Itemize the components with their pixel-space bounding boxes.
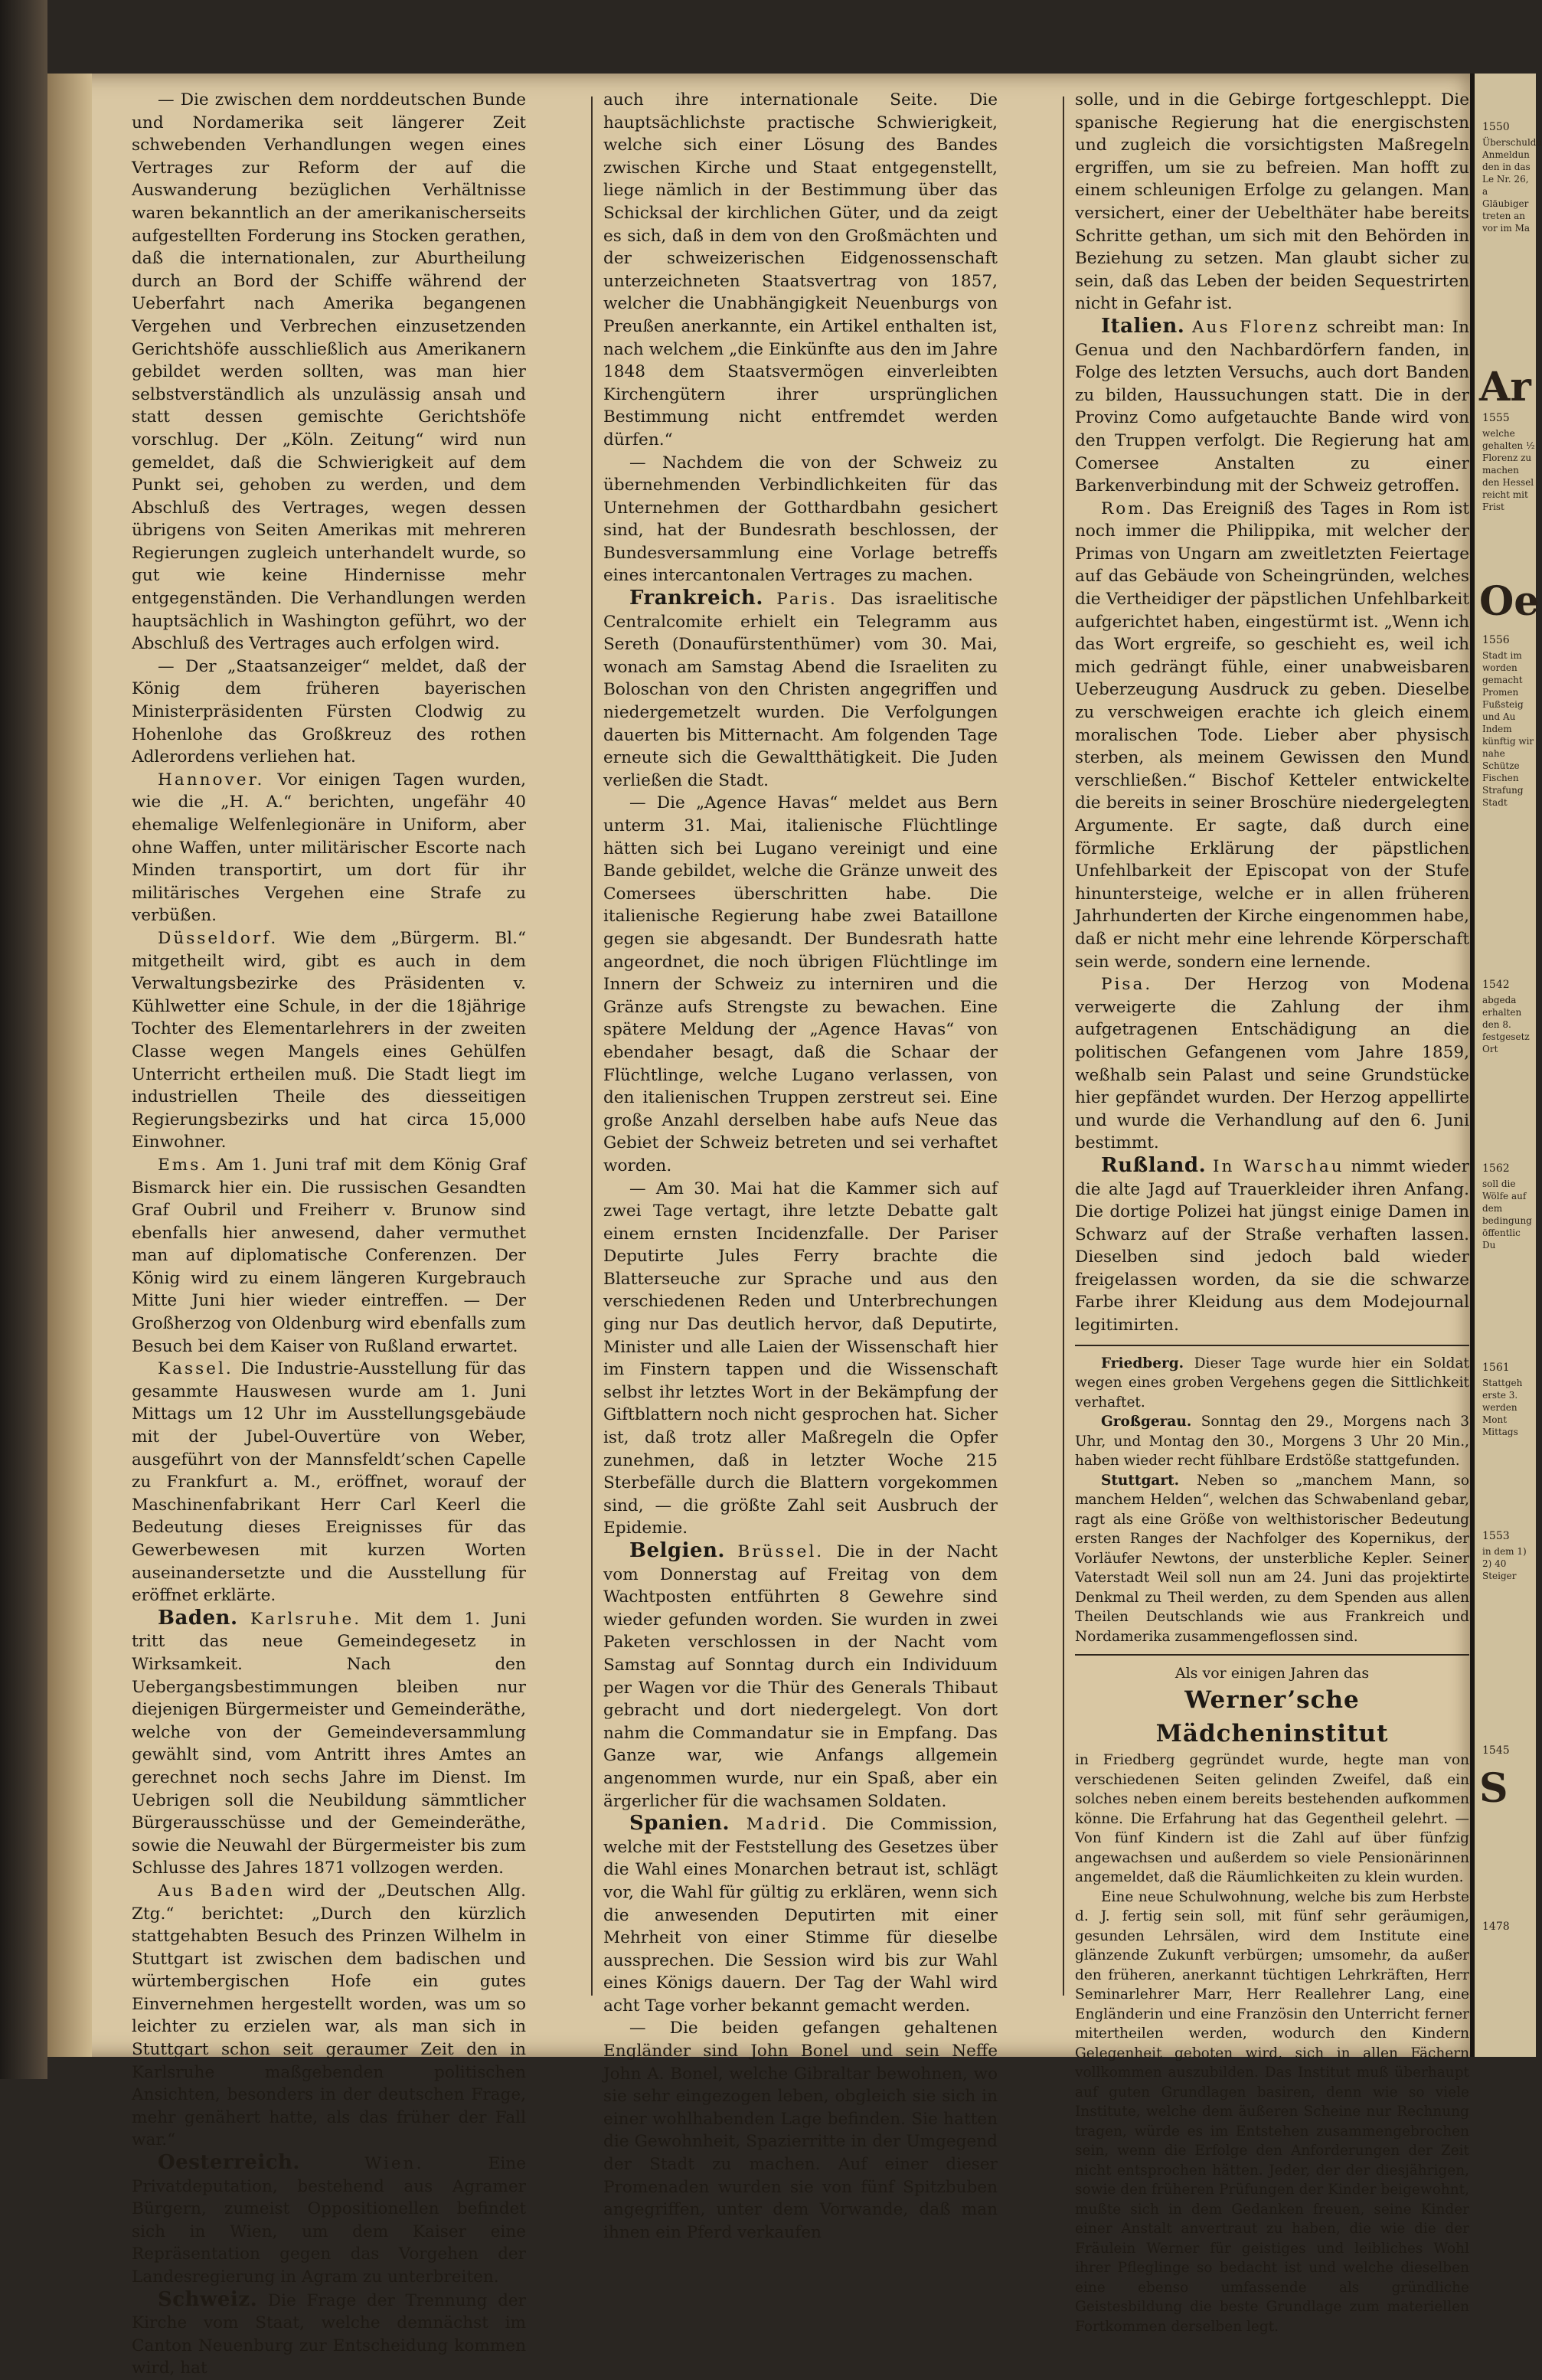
notice-number: 1556 bbox=[1482, 634, 1510, 646]
column-3 bbox=[1075, 89, 1469, 2336]
article-paragraph bbox=[603, 587, 998, 792]
article-text: Neben so „manchem Mann, so manchem Helden“, welchen das Schwabenland gebar, ragt als eine Größe von welthistorischer Bedeutung ersten Ranges der Nachfolger des Kopernikus, der Vorläufer Newtons, der unsterbliche Kepler. Seiner Vaterstadt Weil soll nun am 24. Juni das projektirte Denkmal zu Theil werden, zu dem Spenden aus allen Theilen Deutschlands wie aus Frankreich und Nordamerika zusammengeflossen sind. bbox=[1075, 1472, 1469, 1645]
notice-number: 1555 bbox=[1482, 412, 1510, 424]
article-text: Eine Privatdeputation, bestehend aus Agramer Bürgern, zumeist Oppositionellen befindet sich in Wien, um dem Kaiser eine Repräsentation gegen das Vorgehen der Landesregierung in Agram zu unterbreiten. bbox=[132, 2154, 526, 2287]
notice-number: 1542 bbox=[1482, 979, 1510, 991]
notice-fragment: abgeda erhalten den 8. festgesetz Ort bbox=[1482, 995, 1530, 1054]
dateline: Rom. bbox=[1101, 499, 1154, 518]
column-1 bbox=[132, 89, 526, 2380]
section-heading-baden: Baden. bbox=[158, 1606, 238, 1630]
notice-fragment: welche gehalten ½ Florenz zu machen den Hessel reicht mit Frist bbox=[1482, 428, 1535, 512]
dateline: Kassel. bbox=[158, 1359, 234, 1379]
article-paragraph bbox=[1075, 1155, 1469, 1337]
dateline: Aus Baden bbox=[158, 1881, 275, 1901]
article-paragraph: — Die „Agence Havas“ meldet aus Bern unterm 31. Mai, italienische Flüchtlinge hätten sich bei Lugano vereinigt und eine Bande gebildet, welche die Gränze unweit des Comersees überschritten habe. Die italienische Regierung habe zwei Bataillone gegen sie abgesandt. Der Bundesrath hatte angeordnet, die noch übrigen Flüchtlinge im Innern der Schweiz zu interniren und die Gränze aufs Strengste zu bewachen. Eine spätere Meldung der „Agence Havas“ von ebendaher besagt, daß die Schaar der Flüchtlinge, welche Lugano verlassen, von den italienischen Truppen zerstreut sei. Eine große Anzahl derselben habe aufs Neue das Gebiet der Schweiz betreten und sei verhaftet worden. bbox=[603, 793, 998, 1175]
section-divider bbox=[1075, 1654, 1469, 1656]
notice-fragment: Stattgeh erste 3. werden Mont Mittags bbox=[1482, 1378, 1523, 1437]
article-text: Am 1. Juni traf mit dem König Graf Bismarck hier ein. Die russischen Gesandten Graf Oubril und Freiherr v. Brunow sind ebenfalls hier anwesend, daher vermuthet man auf diplomatische Conferenzen. Der König wird zu einem längeren Kurgebrauch Mitte Juni hier wieder eintreffen. — Der Großherzog von Oldenburg wird ebenfalls zum Besuch bei dem Kaiser von Rußland erwartet. bbox=[132, 1155, 526, 1356]
article-paragraph: — Die zwischen dem norddeutschen Bunde und Nordamerika seit längerer Zeit schwebenden Verhandlungen wegen eines Vertrages zur Reform der auf die Auswanderung bezüglichen Verhältnisse waren bekanntlich an der amerikanischerseits aufgestellten Forderung ins Stocken gerathen, daß die internationalen, zur Aburtheilung durch an Bord der Schiffe während der Ueberfahrt nach Amerika begangenen Vergehen und Verbrechen einzusetzenden Gerichtshöfe ausschließlich aus Amerikanern gebildet werden sollten, was man hier selbstverständlich als unzulässig ansah und statt dessen gemischte Gerichtshöfe vorschlug. Der „Köln. Zeitung“ wird nun gemeldet, daß die Schwierigkeit auf dem Punkt sei, gehoben zu werden, und dem Abschluß des Vertrages, wegen dessen übrigens von Seiten Amerikas mit mehreren Regierungen zugleich unterhandelt wurde, so gut wie keine Hindernisse mehr entgegenständen. Die Verhandlungen werden hauptsächlich in Washington geführt, wo der Abschluß des Vertrages auch erfolgen wird. bbox=[132, 90, 526, 654]
heading-fragment: S bbox=[1479, 1765, 1508, 1812]
article-text: Vor einigen Tagen wurden, wie die „H. A.“ berichten, ungefähr 40 ehemalige Welfenlegionäre in Uniform, aber ohne Waffen, unter militärischer Escorte nach Minden transportirt, um dort für ihr militärisches Vergehen eine Strafe zu verbüßen. bbox=[132, 770, 526, 926]
article-paragraph: — Nachdem die von der Schweiz zu übernehmenden Verbindlichkeiten für das Unternehmen der Gotthardbahn gesichert sind, hat der Bundesrath beschlossen, der Bundesversammlung eine Vorlage betreffs eines intercantonalen Vertrages zu machen. bbox=[603, 453, 998, 586]
article-text: nimmt wieder die alte Jagd auf Trauerkleider ihren Anfang. Die dortige Polizei hat jüngst einige Damen in Schwarz auf der Straße verhaften lassen. Dieselben sind jedoch bald wieder freigelassen worden, da sie die schwarze Farbe ihrer Kleidung aus dem Modejournal legitimirten. bbox=[1075, 1156, 1469, 1335]
article-text: Die Frage der Trennung der Kirche vom Staat, welche demnächst im Canton Neuenburg zur Entscheidung kommen wird, hat bbox=[132, 2290, 526, 2378]
article-text: schreibt man: In Genua und den Nachbardörfern fanden, in Folge des letzten Versuchs, auch dort Banden zu bilden, Haussuchungen statt. Die in der Provinz Como aufgetauchte Bande wird von den Truppen verfolgt. Die Regierung hat am Comersee Anstalten zu einer Barkenverbindung mit der Schweiz getroffen. bbox=[1075, 317, 1469, 496]
adjacent-page-edge bbox=[1470, 74, 1542, 2057]
section-heading-belgien: Belgien. bbox=[629, 1539, 725, 1562]
dateline: Aus Florenz bbox=[1191, 317, 1320, 337]
section-heading-frankreich: Frankreich. bbox=[629, 587, 763, 610]
article-text: Sonntag den 29., Morgens nach 3 Uhr, und Montag den 30., Morgens 3 Uhr 20 Min., haben wieder recht fühlbare Erdstöße stattgefunden. bbox=[1075, 1414, 1469, 1470]
dateline: Friedberg. bbox=[1101, 1355, 1184, 1371]
article-text: Die Industrie-Ausstellung für das gesammte Hauswesen wurde am 1. Juni Mittags um 12 Uhr im Ausstellungsgebäude mit der Jubel-Ouvertüre von Weber, ausgeführt von der Mannsfeldt’schen Capelle zu Frankfurt a. M., eröffnet, worauf der Maschinenfabrikant Herr Carl Keerl die Bedeutung dieses Ereignisses für das Gewerbewesen mit kurzen Worten auseinandersetzte und die Ausstellung für eröffnet erklärte. bbox=[132, 1359, 526, 1606]
notice-fragment: Überschuldu Anmeldun den in das Le Nr. 26, a Gläubiger treten an vor im Ma bbox=[1482, 137, 1542, 234]
notice-fragment: Stadt im worden gemacht Promen Fußsteig und Au Indem künftig wir nahe Schütze Fischen Strafung Stadt bbox=[1482, 650, 1534, 808]
notice-number: 1562 bbox=[1482, 1162, 1510, 1175]
article-paragraph: — Die beiden gefangen gehaltenen Engländer sind John Bonel und sein Neffe John A. Bonel, welche Gibraltar bewohnen, wo sie sehr eingezogen leben, obgleich sie sich in einer wohlhabenden Lage befinden. Sie hatten die Gewohnheit, Spazierritte in der Umgegend der Stadt zu machen. Auf einer dieser Promenaden wurden sie von fünf Spitzbuben angegriffen, unter dem Vorwande, daß man ihnen ein Pferd verkaufen bbox=[603, 2019, 998, 2242]
page-gutter bbox=[47, 74, 92, 2057]
heading-fragment: Oe bbox=[1479, 578, 1540, 625]
article-paragraph bbox=[1075, 498, 1469, 973]
local-news-item bbox=[1075, 1471, 1469, 1647]
article-text: Das israelitische Centralcomite erhielt ein Telegramm aus Sereth (Donaufürstenthümer) vom 30. Mai, wonach am Samstag Abend die Israeliten zu Boloschan von den Christen angegriffen und niedergemetzelt wurden. Die Verfolgungen dauerten bis Mitternacht. Am folgenden Tage erneute sich die Gewaltthätigkeit. Die Juden verließen die Stadt. bbox=[603, 590, 998, 790]
notice-fragment: soll die Wölfe auf dem bedingung öffentlic Du bbox=[1482, 1179, 1532, 1250]
notice-number: 1550 bbox=[1482, 121, 1510, 133]
article-text: Dieser Tage wurde hier ein Soldat wegen eines groben Vergehens gegen die Sittlichkeit verhaftet. bbox=[1075, 1355, 1469, 1411]
article-text: Mit dem 1. Juni tritt das neue Gemeindegesetz in Wirksamkeit. Nach den Uebergangsbestimmungen bleiben nur diejenigen Bürgermeister und Gemeinderäthe, welche von der Gemeindeversammlung gewählt sind, vom Antritt ihres Amtes an gerechnet noch sechs Jahre im Dienst. Im Uebrigen soll die Neubildung sämmtlicher Bürgerausschüsse und der Gemeinderäthe, sowie die Neuwahl der Bürgermeister bis zum Schlusse des Jahres 1871 vollzogen werden. bbox=[132, 1609, 526, 1878]
article-paragraph bbox=[1075, 315, 1469, 498]
book-spine-edge bbox=[0, 0, 47, 2079]
section-heading-schweiz: Schweiz. bbox=[158, 2287, 258, 2311]
article-paragraph bbox=[132, 2289, 526, 2380]
dateline: Wien. bbox=[364, 2154, 424, 2174]
column-2 bbox=[603, 89, 998, 2244]
advert-paragraph: in Friedberg gegründet wurde, hegte man von verschiedenen Seiten gelinden Zweifel, daß ein solches neben einem bereits bestehenden aufkommen könne. Die Erfahrung hat das Gegentheil gelehrt. — Von fünf Kindern ist die Zahl auf über fünfzig angewachsen und außerdem so viele Pensionärinnen angemeldet, daß die Räumlichkeiten zu klein wurden. bbox=[1075, 1752, 1469, 1886]
article-paragraph bbox=[132, 927, 526, 1154]
article-text: Die in der Nacht vom Donnerstag auf Freitag von dem Wachtposten entführten 8 Gewehre sind wieder gefunden worden. Sie wurden in zwei Paketen verschlossen in der Nacht vom Samstag auf Sonntag durch ein Individuum per Wagen vor die Thür des Generals Thibaut gebracht und dort niedergelegt. Von dort nahm die Commandatur sie in Empfang. Das Ganze war, wie Anfangs allgemein angenommen wurde, nur ein Spaß, aber ein ärgerlicher für die wachsamen Soldaten. bbox=[603, 1542, 998, 1811]
dateline: Düsseldorf. bbox=[158, 928, 279, 948]
local-news-item bbox=[1075, 1412, 1469, 1471]
notice-fragment: in dem 1) 2) 40 Steiger bbox=[1482, 1546, 1527, 1581]
section-heading-russland: Rußland. bbox=[1101, 1153, 1207, 1177]
advert-paragraph: Eine neue Schulwohnung, welche bis zum Herbste d. J. fertig sein soll, mit fünf sehr geräumigen, gesunden Lehrsälen, wird dem Institute eine glänzende Zukunft verbürgen; umsomehr, da außer den früheren, anerkannt tüchtigen Lehrkräften, Herr Seminarlehrer Marr, Herr Reallehrer Lang, eine Engländerin und eine Französin den Unterricht ferner mitertheilen werden, wodurch den Kindern Gelegenheit geboten wird, sich in allen Fächern vollkommen auszubilden. Das Institut muß überhaupt auf guten Grundlagen basiren, denn wie so viele Institute, welche dem äußeren Scheine nur Rechnung tragen, würde es im Entstehen zusammengebrochen sein, wenn die Erfolge den Anforderungen der Zeit nicht entsprochen hätten. Jeder, der der diesjährigen, sowie den früheren Prüfungen der Kinder beigewohnt, mußte sich in dem Gedanken freuen, seine Kinder einer Anstalt anvertraut zu haben, die wie die der Fräulein Werner für geistiges und leibliches Wohl ihrer Pfleglinge so bedacht ist und welche dieselben eine ebenso umfassende als gründliche Geistesbildung die beste Grundlage zum materiellen Fortkommen derselben legt. bbox=[1075, 1888, 1469, 2335]
section-heading-oesterreich: Oesterreich. bbox=[158, 2151, 300, 2175]
article-text: wird der „Deutschen Allg. Ztg.“ berichtet: „Durch den kürzlich stattgehabten Besuch des Prinzen Wilhelm in Stuttgart ist zwischen dem badischen und würtembergischen Hofe ein gutes Einvernehmen hergestellt worden, was um so leichter zu erzielen war, als man sich in Stuttgart schon seit geraumer Zeit den in Karlsruhe maßgebenden politischen Ansichten, besonders in der deutschen Frage, mehr genähert hatte, als das früher der Fall war.“ bbox=[132, 1881, 526, 2150]
article-text: Die Commission, welche mit der Feststellung des Gesetzes über die Wahl eines Monarchen betraut ist, schlägt vor, die Wahl für gültig zu erklären, wenn sich die anwesenden Deputirten mit einer Mehrheit von einer Stimme für dieselbe aussprechen. Die Session wird bis zur Wahl eines Königs dauern. Der Tag der Wahl wird acht Tage vorher bekannt gemacht werden. bbox=[603, 1815, 998, 2015]
section-heading-italien: Italien. bbox=[1101, 314, 1185, 338]
article-text: Wie dem „Bürgerm. Bl.“ mitgetheilt wird, gibt es auch in dem Verwaltungsbezirke des Präsidenten v. Kühlwetter eine Schule, in der die 18jährige Tochter des Elementarlehrers in der zweiten Classe wegen Mangels eines Gehülfen Unterricht ertheilen muß. Die Stadt liegt im industriellen Theile des diesseitigen Regierungsbezirks und hat circa 15,000 Einwohner. bbox=[132, 928, 526, 1152]
article-paragraph bbox=[1075, 973, 1469, 1155]
dateline: Hannover. bbox=[158, 770, 265, 790]
article-paragraph bbox=[132, 1880, 526, 2152]
dateline: Pisa. bbox=[1101, 975, 1153, 995]
article-paragraph bbox=[132, 1607, 526, 1880]
column-rule bbox=[591, 96, 593, 1996]
article-paragraph bbox=[132, 1154, 526, 1358]
dateline: Großgerau. bbox=[1101, 1414, 1192, 1430]
article-paragraph: auch ihre internationale Seite. Die hauptsächlichste practische Schwierigkeit, welche sich einer Lösung des Bandes zwischen Kirche und Staat entgegenstellt, liege nämlich in der Bestimmung über das Schicksal der kirchlichen Güter, und da zeigt es sich, daß in dem von den Großmächten und der schweizerischen Eidgenossenschaft unterzeichneten Staatsvertrag von 1857, welcher die Unabhängigkeit Neuenburgs von Preußen anerkannte, ein Artikel enthalten ist, nach welchem „die Einkünfte aus den im Jahre 1848 dem Staatsvermögen einverleibten Kirchengütern ihrer ursprünglichen Bestimmung nicht entfremdet werden dürfen.“ bbox=[603, 90, 998, 450]
article-text: Der Herzog von Modena verweigerte die Zahlung der ihm aufgetragenen Entschädigung an die politischen Gefangenen vom Jahre 1859, weßhalb sein Palast und seine Grundstücke hier gepfändet wurden. Der Herzog appellirte und wurde die Verhandlung auf den 6. Juni bestimmt. bbox=[1075, 975, 1469, 1153]
dateline: Ems. bbox=[158, 1155, 209, 1175]
dateline: Madrid. bbox=[746, 1815, 829, 1835]
article-paragraph bbox=[603, 1540, 998, 1813]
dateline: Paris. bbox=[776, 590, 838, 610]
article-paragraph bbox=[132, 2152, 526, 2289]
notice-number: 1545 bbox=[1482, 1744, 1510, 1757]
notice-number: 1478 bbox=[1482, 1921, 1510, 1933]
column-rule bbox=[1063, 96, 1064, 1996]
advert-intro: Als vor einigen Jahren das bbox=[1174, 1665, 1370, 1682]
section-heading-spanien: Spanien. bbox=[629, 1812, 730, 1836]
article-paragraph: — Am 30. Mai hat die Kammer sich auf zwei Tage vertagt, ihre letzte Debatte galt einem ernsten Incidenzfalle. Der Pariser Deputirte Jules Ferry brachte die Blatterseuche zur Sprache und aus den verschiedenen Reden und Unterbrechungen ging nur Das deutlich hervor, daß Deputirte, Minister und alle Laien der Wissenschaft hier im Finstern tappen und die Wissenschaft selbst ihr letztes Wort in der Bekämpfung der Giftblattern noch nicht gesprochen hat. Sicher ist, daß trotz aller Maßregeln die Opfer zunehmen, daß in letzter Woche 215 Sterbefälle durch die Blattern vorgekommen sind, — die größte Zahl seit Ausbruch der Epidemie. bbox=[603, 1179, 998, 1538]
advert-title: Werner’sche Mädcheninstitut bbox=[1155, 1686, 1389, 1748]
dateline: Stuttgart. bbox=[1101, 1472, 1180, 1489]
dateline: Karlsruhe. bbox=[250, 1609, 362, 1629]
heading-fragment: Ar bbox=[1479, 364, 1531, 410]
article-paragraph: solle, und in die Gebirge fortgeschleppt. Die spanische Regierung hat die energischsten und zugleich die vorsichtigsten Maßregeln ergriffen, um sie zu befreien. Man hofft zu einem schleunigen Erfolge zu gelangen. Man versichert, einer der Uebelthäter habe bereits Schritte gethan, um sich mit den Behörden in Beziehung zu setzen. Man glaubt sicher zu sein, daß das Leben der beiden Sequestrirten nicht in Gefahr ist. bbox=[1075, 90, 1469, 314]
dateline: Brüssel. bbox=[737, 1542, 825, 1561]
local-news-item bbox=[1075, 1354, 1469, 1413]
article-paragraph bbox=[603, 1813, 998, 2017]
article-paragraph bbox=[132, 1358, 526, 1607]
article-paragraph: — Der „Staatsanzeiger“ meldet, daß der König dem früheren bayerischen Ministerpräsidenten Fürsten Clodwig zu Hohenlohe das Großkreuz des rothen Adlerordens verliehen hat. bbox=[132, 656, 526, 767]
newspaper-page bbox=[47, 74, 1470, 2378]
article-text: Das Ereigniß des Tages in Rom ist noch immer die Philippika, mit welcher der Primas von Ungarn am zweitletzten Feiertage auf das Gebäude von Scheingründen, welches die Vertheidiger der päpstlichen Unfehlbarkeit aufgerichtet haben, eingestürmt ist. „Wenn ich das Wort ergreife, so geschieht es, weil ich mich gedrängt fühle, einer unabweisbaren Ueberzeugung Ausdruck zu geben. Dieselbe zu verschweigen erachte ich gleich einem moralischen Tode. Lieber aber physisch sterben, als meinem Gewissen den Mund verschließen.“ Bischof Ketteler entwickelte die bereits in seiner Broschüre niedergelegten Argumente. Er sagte, daß durch eine förmliche Erklärung der päpstlichen Unfehlbarkeit der Episcopat von der Stufe hinuntersteige, welche er in allen früheren Jahrhunderten der Kirche eingenommen habe, daß er nicht mehr eine lehrende Körperschaft sein werde, sondern eine lernende. bbox=[1075, 499, 1470, 972]
dateline: In Warschau bbox=[1213, 1156, 1344, 1176]
article-paragraph bbox=[132, 769, 526, 927]
notice-number: 1553 bbox=[1482, 1530, 1510, 1542]
section-divider bbox=[1075, 1345, 1469, 1346]
notice-number: 1561 bbox=[1482, 1362, 1510, 1374]
